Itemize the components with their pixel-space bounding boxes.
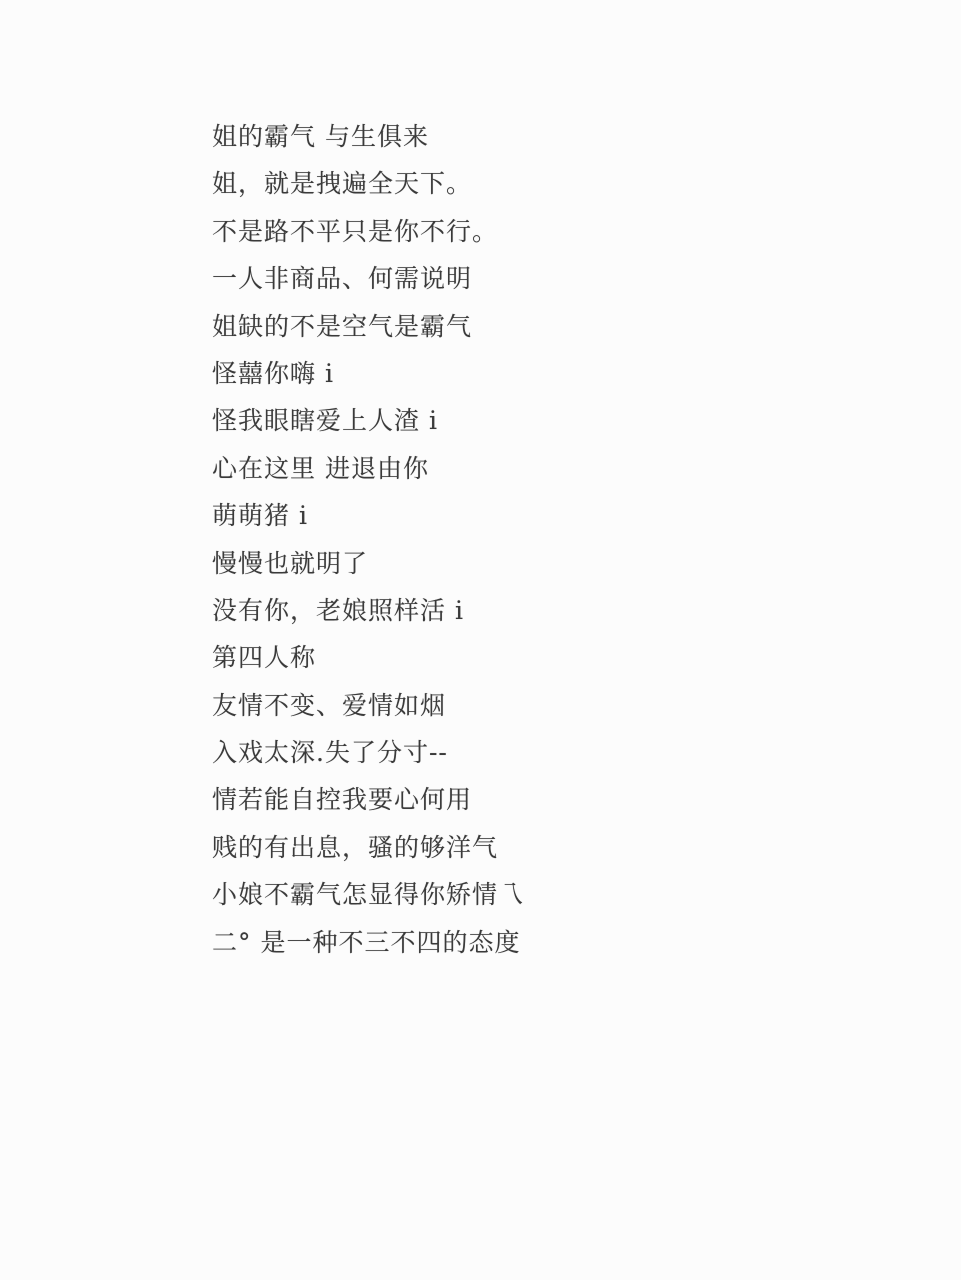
text-line: 姐的霸气 与生俱来 [212, 122, 429, 151]
text-line: 姐缺的不是空气是霸气 [212, 311, 473, 341]
text-line: 二° 是一种不三不四的态度 [212, 927, 521, 957]
text-line: 友情不变、爱情如烟 [212, 690, 447, 720]
text-line: 不是路不平只是你不行。 [212, 216, 499, 246]
text-line: 怪我眼瞎爱上人渣 i [212, 406, 438, 436]
text-line: 心在这里 进退由你 [212, 453, 429, 483]
text-line: 姐，就是拽遍全天下。 [212, 169, 473, 199]
text-line: 第四人称 [212, 643, 317, 673]
text-line: 萌萌猪 i [212, 501, 308, 531]
text-line: 慢慢也就明了 [212, 548, 369, 578]
text-line: 入戏太深.失了分寸-- [212, 738, 448, 768]
text-line: 小娘不霸气怎显得你矫情乁 [212, 880, 525, 910]
text-line: 没有你，老娘照样活 i [212, 595, 464, 625]
text-block [212, 113, 921, 966]
text-line: 怪囍你嗨 i [212, 358, 334, 388]
text-line: 一人非商品、何需说明 [212, 264, 473, 294]
text-line: 情若能自控我要心何用 [212, 785, 473, 815]
text-line: 贱的有出息，骚的够洋气 [212, 832, 499, 862]
